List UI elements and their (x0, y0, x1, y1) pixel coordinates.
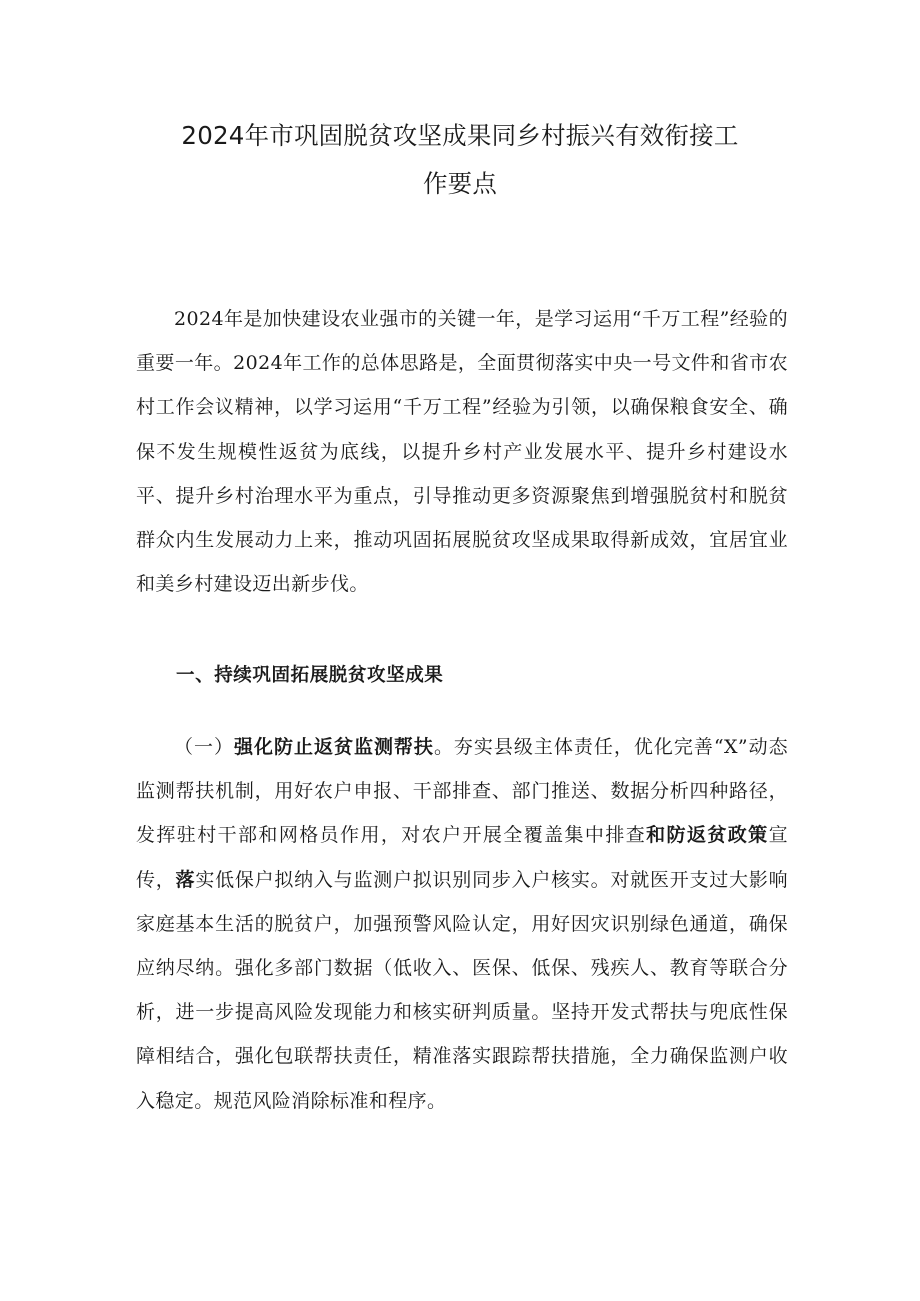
subsection-text-3: 实低保户拟纳入与监测户拟识别同步入户核实。对就医开支过大影响家庭基本生活的脱贫户，加强预警风险认定，用好因灾识别绿色通道，确保应纳尽纳。强化多部门数据（低收入、医保、低保、残疾人、教育等联合分析，进一步提高风险发现能力和核实研判质量。坚持开发式帮扶与兜底性保障相结合，强化包联帮扶责任，精准落实跟踪帮扶措施，全力确保监测户收入稳定。规范风险消除标准和程序。 (136, 868, 788, 1112)
section-heading-1: 一、持续巩固拓展脱贫攻坚成果 (176, 665, 444, 686)
subsection-text-2: 宣传， (136, 824, 788, 891)
subsection-text-1: 。夯实县级主体责任，优化完善“X”动态监测帮扶机制，用好农户申报、干部排查、部门推送、数据分析四种路径，发挥驻村干部和网格员作用，对农户开展全覆盖集中排查 (136, 736, 788, 847)
subsection-title: 强化防止返贫监测帮扶 (233, 736, 434, 758)
subsection-paragraph-1 (136, 725, 788, 1123)
title-line-1: 2024年市巩固脱贫攻坚成果同乡村振兴有效衔接工 (181, 121, 739, 150)
subsection-bold-char: 落 (175, 868, 196, 891)
subsection-bold-phrase: 和防返贫政策 (646, 824, 769, 847)
document-title (150, 112, 770, 208)
title-line-2: 作要点 (422, 169, 498, 198)
intro-paragraph: 2024年是加快建设农业强市的关键一年，是学习运用“千万工程”经验的重要一年。2024年工作的总体思路是，全面贯彻落实中央一号文件和省市农村工作会议精神，以学习运用“千万工程”经验为引领，以确保粮食安全、确保不发生规模性返贫为底线，以提升乡村产业发展水平、提升乡村建设水平、提升乡村治理水平为重点，引导推动更多资源聚焦到增强脱贫村和脱贫群众内生发展动力上来，推动巩固拓展脱贫攻坚成果取得新成效，宜居宜业和美乡村建设迈出新步伐。 (136, 308, 788, 596)
subsection-number: （一） (174, 736, 234, 758)
